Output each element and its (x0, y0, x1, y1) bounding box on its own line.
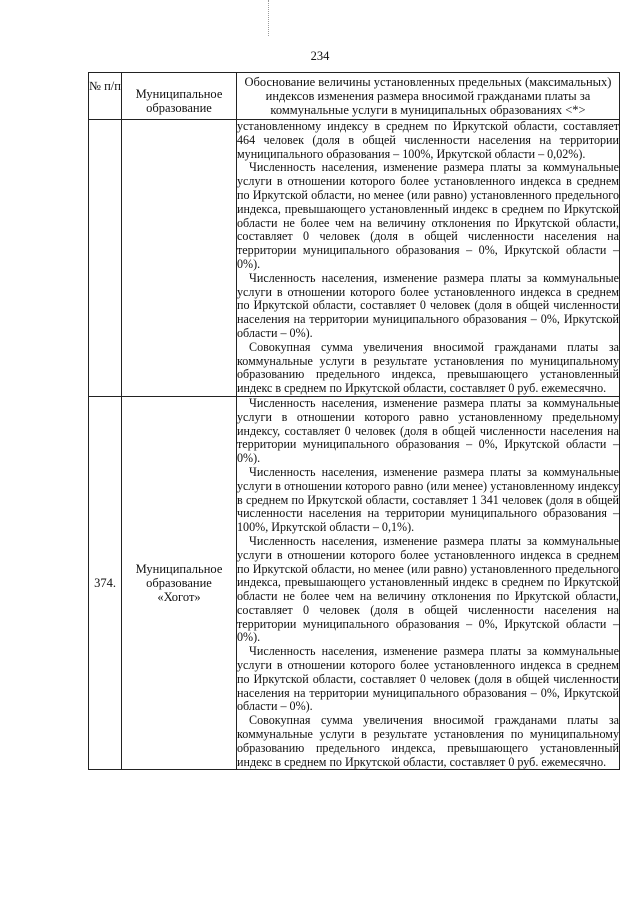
basis-paragraph: Численность населения, изменение размера платы за коммунальные услуги в отношении которого равно (или менее) установленному индексу в среднем по Иркутской области, составляет 1 341 человек (доля в общей численности населения на территории муниципального образования – 100%, Иркутской области – 0,1%). (237, 464, 619, 535)
header-basis: Обоснование величины установленных предельных (максимальных) индексов изменения размера вносимой гражданами платы за коммунальные услуги в муниципальных образованиях <*> (237, 73, 620, 120)
header-number: № п/п (89, 73, 122, 120)
row-number (89, 120, 122, 397)
municipal-index-table (88, 72, 620, 770)
page-number: 234 (310, 49, 330, 63)
basis-paragraph: Численность населения, изменение размера платы за коммунальные услуги в отношении которого более установленного индекса в среднем по Иркутской области, составляет 0 человек (доля в общей численности населения на территории муниципального образования – 0%, Иркутской области – 0%). (237, 644, 619, 714)
municipality-name: Муниципальное образование «Хогот» (122, 396, 237, 770)
basis-paragraph: Численность населения, изменение размера платы за коммунальные услуги в отношении которого более установленного индекса в среднем по Иркутской области, но менее (или равно) установленного предельного индекса, превышающего установленный индекс в среднем по Иркутской области не более чем на величину отклонения по Иркутской области, составляет 0 человек (доля в общей численности населения на территории муниципального образования – 0%, Иркутской области – 0%). (237, 533, 619, 645)
table-row-374 (89, 396, 620, 770)
scan-artifact-mark (268, 0, 279, 36)
basis-paragraph: установленному индексу в среднем по Иркутской области, составляет 464 человек (доля в общей численности населения на территории муниципального образования – 100%, Иркутской области – 0,02%). (237, 119, 619, 161)
basis-paragraph: Совокупная сумма увеличения вносимой гражданами платы за коммунальные услуги в результате установления по муниципальному образованию предельного индекса, превышающего установленный индекс в среднем по Иркутской области, составляет 0 руб. ежемесячно. (237, 713, 619, 769)
table-header-row (89, 73, 620, 120)
basis-text (237, 120, 620, 397)
basis-paragraph: Численность населения, изменение размера платы за коммунальные услуги в отношении которого более установленного индекса в среднем по Иркутской области, но менее (или равно) установленного предельного индекса, превышающего установленный индекс в среднем по Иркутской области не более чем на величину отклонения по Иркутской области, составляет 0 человек (доля в общей численности населения на территории муниципального образования – 0%, Иркутской области – 0%). (237, 160, 619, 271)
table-row-continuation (89, 120, 620, 397)
basis-paragraph: Численность населения, изменение размера платы за коммунальные услуги в отношении которого равно установленному предельному индексу, составляет 0 человек (доля в общей численности населения на территории муниципального образования – 0%, Иркутской области – 0%). (237, 395, 619, 466)
row-number: 374. (89, 396, 122, 770)
basis-paragraph: Совокупная сумма увеличения вносимой гражданами платы за коммунальные услуги в результате установления по муниципальному образованию предельного индекса, превышающего установленный индекс в среднем по Иркутской области, составляет 0 руб. ежемесячно. (237, 339, 619, 396)
municipality-name (122, 120, 237, 397)
header-municipality: Муниципальное образование (122, 73, 237, 120)
basis-paragraph: Численность населения, изменение размера платы за коммунальные услуги в отношении которого более установленного индекса в среднем по Иркутской области, составляет 0 человек (доля в общей численности населения на территории муниципального образования – 0%, Иркутской области – 0%). (237, 270, 619, 340)
basis-text (237, 396, 620, 770)
